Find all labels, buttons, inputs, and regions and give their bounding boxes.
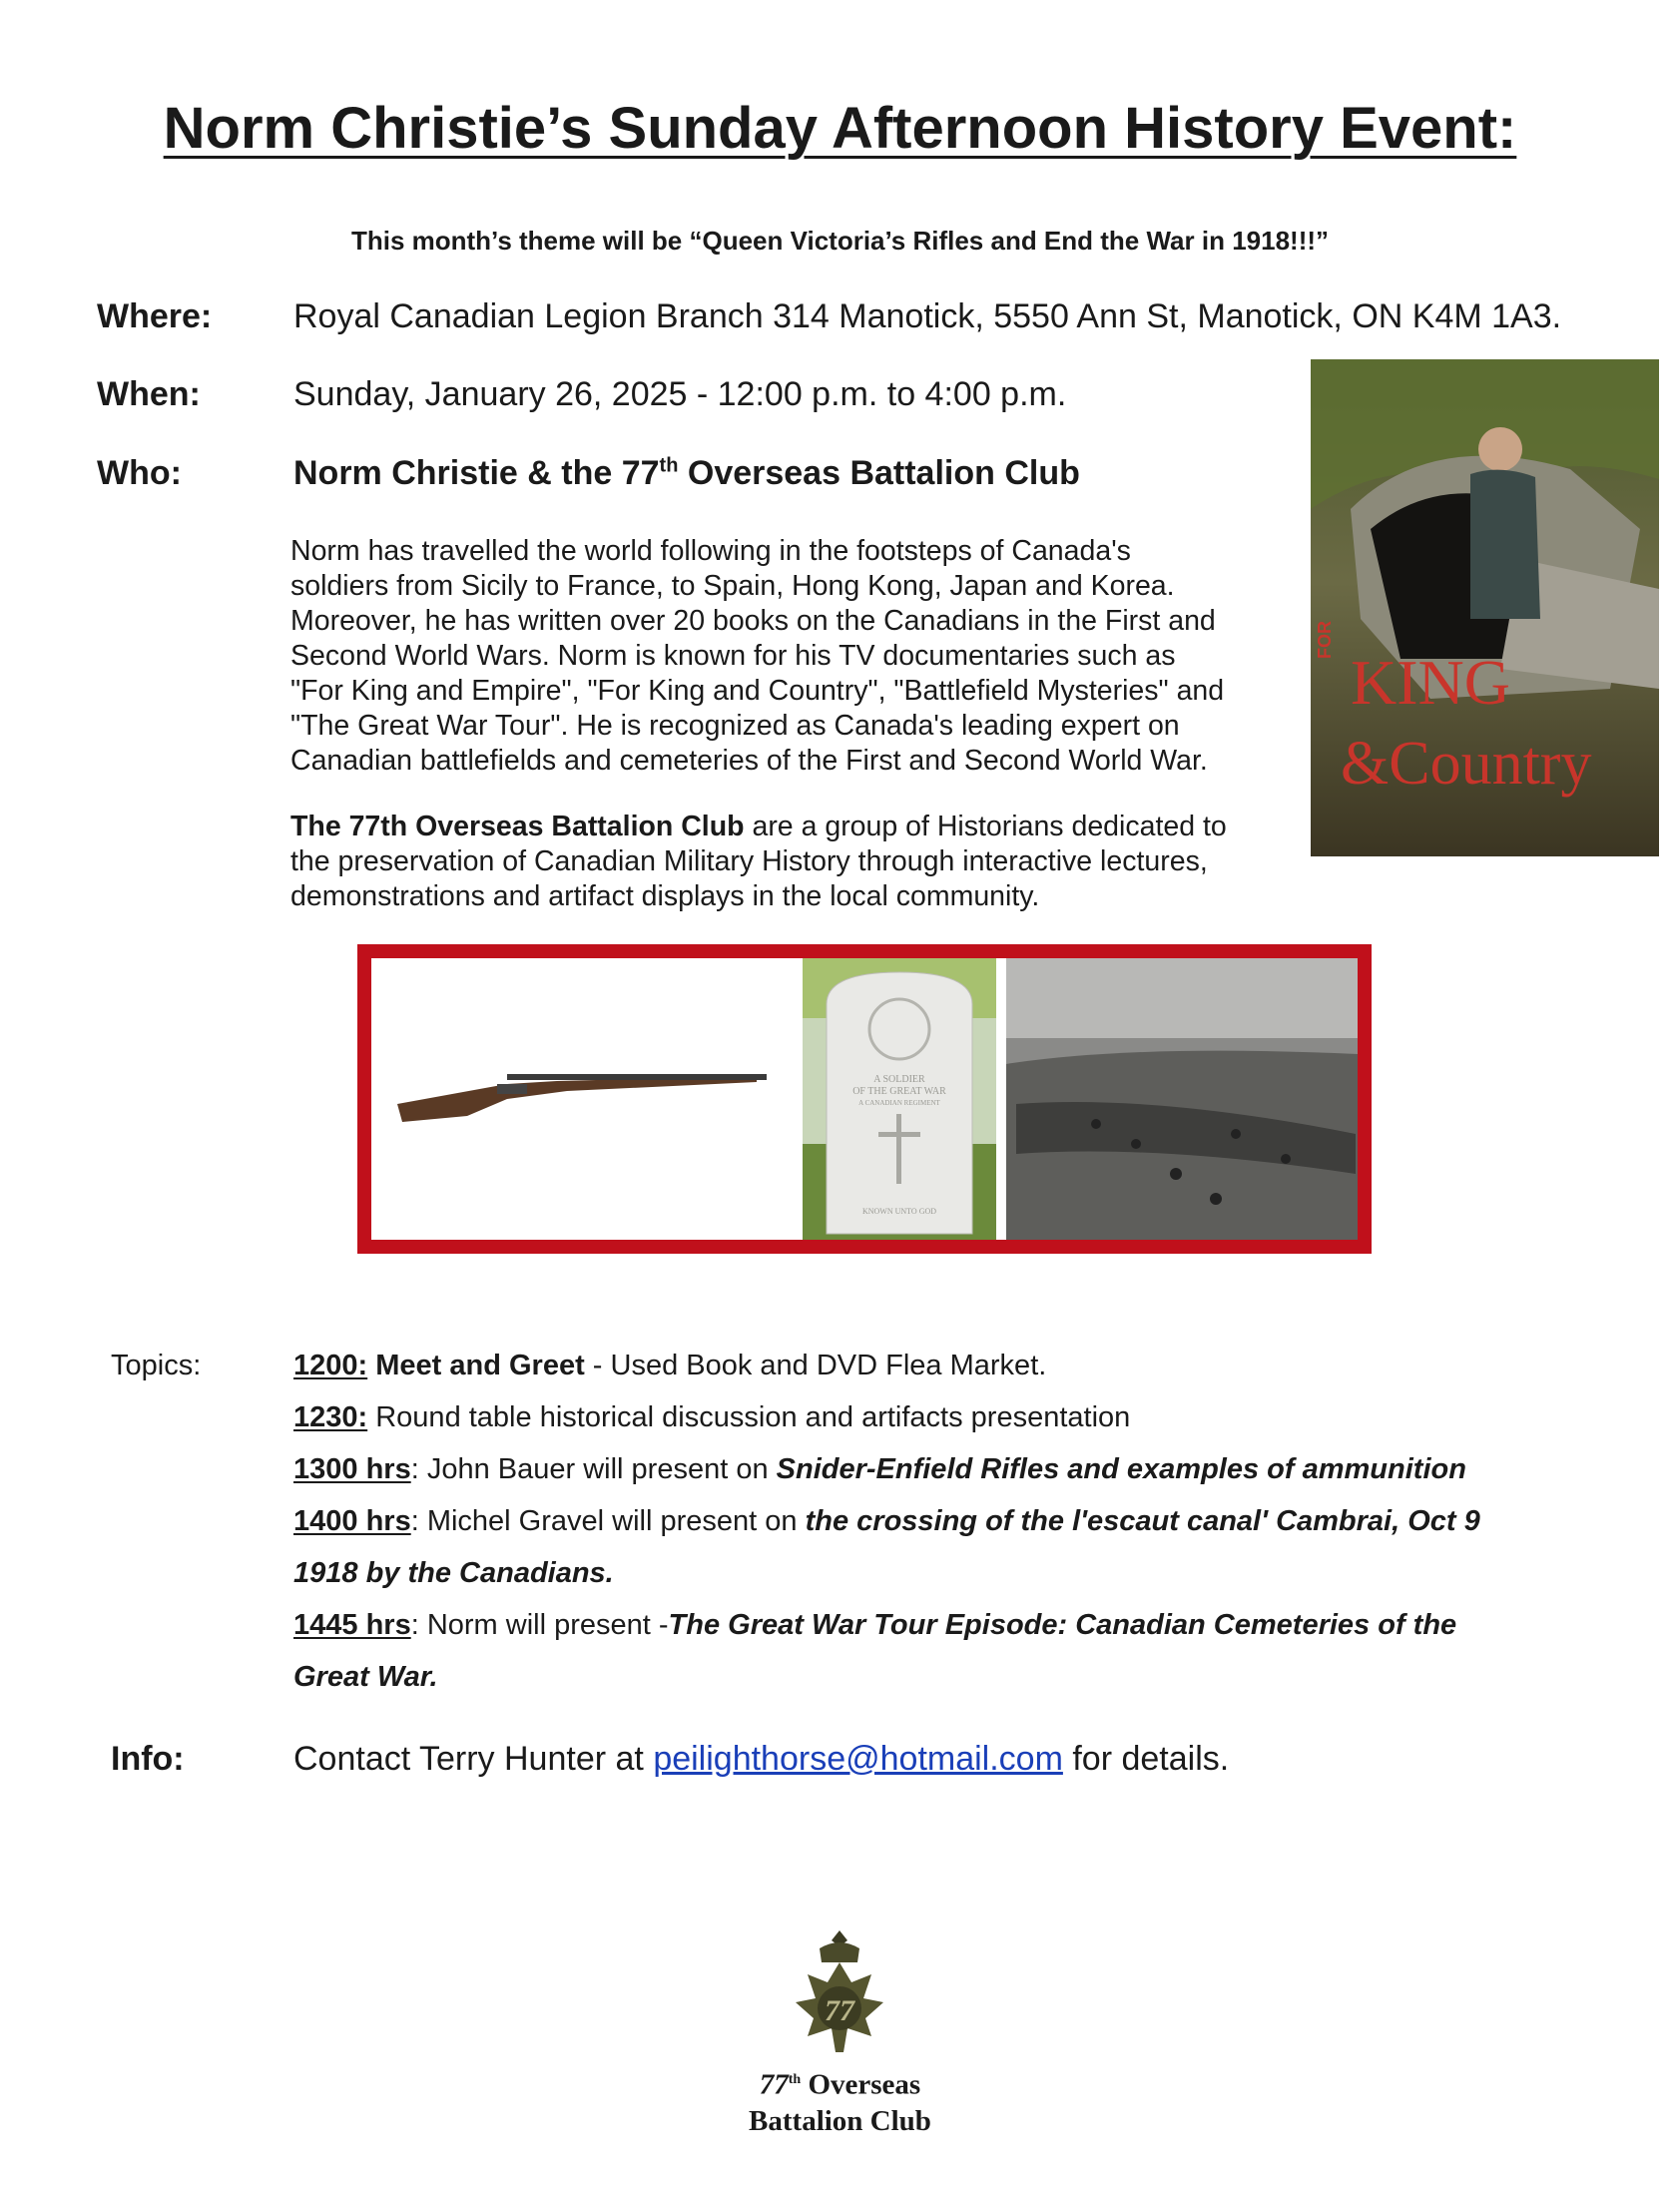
who-value: Norm Christie & the 77th Overseas Battalion Club (293, 454, 1080, 492)
topic-1230: 1230: Round table historical discussion and artifacts presentation (293, 1401, 1131, 1433)
cover-side-text: FOR (1315, 621, 1335, 659)
theme-line: This month’s theme will be “Queen Victoria’s Rifles and End the War in 1918!!!” (350, 226, 1330, 256)
topic-1400-cont: 1918 by the Canadians. (293, 1557, 614, 1589)
club-paragraph: The 77th Overseas Battalion Club are a group of Historians dedicated to the preservation of Canadian Military History through interactive lectures, demonstrations and artifact displays in the local community. (290, 811, 1227, 912)
for-king-and-country-cover (1311, 359, 1659, 856)
bio-paragraph: Norm has travelled the world following in the footsteps of Canada's soldiers from Sicily to France, to Spain, Hong Kong, Japan and Korea. Moreover, he has written over 20 books on the Canadians in the First and Second World Wars. Norm is known for his TV documentaries such as "For King and Empire", "For King and Country", "Battlefield Mysteries" and "The Great War Tour". He is recognized as Canada's leading expert on Canadian battlefields and cemeteries of the First and Second World War. (290, 535, 1225, 777)
battalion-badge (780, 1928, 899, 2058)
cover-image (1311, 359, 1659, 856)
email-link[interactable]: peilighthorse@hotmail.com (653, 1740, 1063, 1778)
info-value: Contact Terry Hunter at peilighthorse@hotmail.com for details. (293, 1740, 1230, 1778)
svg-text:OF THE GREAT WAR: OF THE GREAT WAR (852, 1086, 946, 1097)
battlefield-photo (1006, 958, 1358, 1240)
topic-1445: 1445 hrs: Norm will present -The Great War Tour Episode: Canadian Cemeteries of the (293, 1609, 1457, 1641)
info-label: Info: (111, 1740, 185, 1778)
club-logo-text: 77th Overseas Battalion Club (749, 2068, 931, 2137)
when-label: When: (97, 375, 201, 413)
cover-word-country: &Country (1341, 730, 1592, 798)
topic-1300: 1300 hrs: John Bauer will present on Snider-Enfield Rifles and examples of ammunition (293, 1453, 1466, 1485)
topic-1445-cont: Great War. (293, 1661, 438, 1693)
when-value: Sunday, January 26, 2025 - 12:00 p.m. to 4:00 p.m. (293, 375, 1067, 413)
svg-text:A SOLDIER: A SOLDIER (873, 1074, 925, 1085)
where-value: Royal Canadian Legion Branch 314 Manotick, 5550 Ann St, Manotick, ON K4M 1A3. (293, 297, 1562, 335)
topics-label: Topics: (111, 1350, 202, 1381)
svg-text:77: 77 (825, 1994, 854, 2027)
svg-text:KNOWN UNTO GOD: KNOWN UNTO GOD (861, 1207, 937, 1216)
topic-1200: 1200: Meet and Greet - Used Book and DVD Flea Market. (293, 1350, 1047, 1381)
photo-strip (357, 944, 1372, 1254)
svg-text:A CANADIAN REGIMENT: A CANADIAN REGIMENT (858, 1099, 940, 1107)
photo-strip-image (357, 944, 1372, 1254)
headstone-photo (803, 958, 996, 1240)
page-title: Norm Christie’s Sunday Afternoon History Event: (163, 96, 1517, 161)
who-label: Who: (97, 454, 182, 492)
cover-word-king: KING (1351, 647, 1510, 718)
topic-1400: 1400 hrs: Michel Gravel will present on the crossing of the l'escaut canal' Cambrai, Oct 9 (293, 1505, 1480, 1537)
where-label: Where: (97, 297, 213, 335)
maple-leaf-badge-icon (780, 1928, 899, 2058)
